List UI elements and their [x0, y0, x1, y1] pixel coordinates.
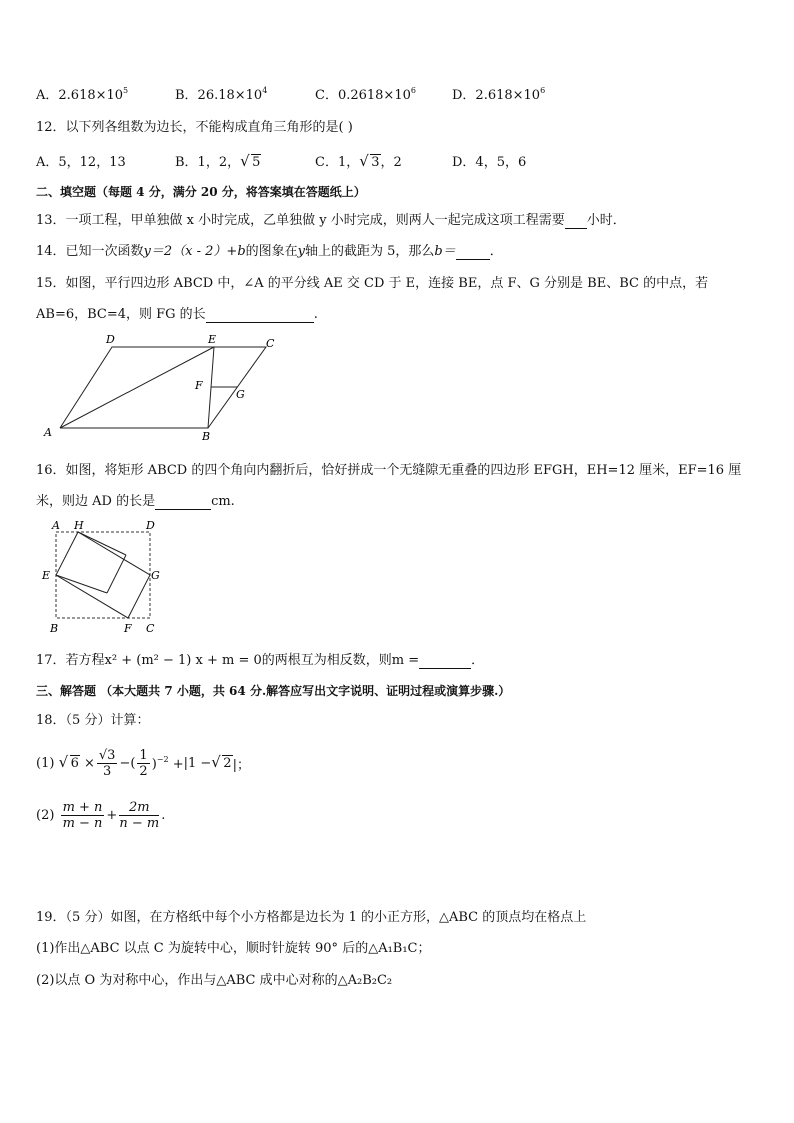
fold-line-3 [107, 555, 126, 593]
label-c: C [266, 337, 275, 350]
q11-option-a: A．$2.618\times 10^5$ [36, 86, 129, 103]
fold-line-1 [78, 532, 126, 555]
fraction: $\frac{1}{2}$ [139, 747, 148, 779]
label-e: E [208, 334, 217, 346]
q18-part1: (1) √ 6 × $\frac{√3}{3}$ −( $\frac{1}{2}$ )$^{-2}$ + |1 − √ 2 |； [36, 747, 250, 779]
section-2-title: 二、填空题（每题 4 分，满分 20 分，将答案填在答题纸上） [36, 185, 366, 199]
fraction: $\frac{√3}{3}$ [98, 747, 116, 779]
q19-part2: (2)以点 O 为对称中心，作出与△ABC 成中心对称的△A₂B₂C₂ [36, 973, 393, 988]
label-d: D [146, 519, 155, 532]
label-g: G [236, 388, 245, 401]
answer-blank[interactable] [155, 494, 211, 510]
section-3-title: 三、解答题 （本大题共 7 小题，共 64 分.解答应写出文字说明、证明过程或演算步骤.） [36, 684, 511, 698]
q11-option-d: D．$2.618\times 10^6$ [452, 86, 546, 103]
q18-part2: (2) $\frac{m + n}{m - n}$ + $\frac{2m}{n - m}$ . [36, 799, 166, 831]
rectangle-abcd [56, 532, 150, 618]
folded-rectangle-figure [40, 518, 170, 636]
label-a: A [52, 519, 60, 532]
label-g: G [151, 569, 160, 582]
label-f: F [195, 379, 203, 392]
label-d: D [106, 334, 115, 346]
q19-part1: (1)作出△ABC 以点 C 为旋转中心，顺时针旋转 90° 后的△A₁B₁C； [36, 941, 431, 956]
answer-blank[interactable] [456, 244, 490, 260]
parallelogram-figure [40, 334, 285, 444]
fraction: $\frac{2m}{n - m}$ [119, 799, 160, 831]
q15-line1: 15．如图，平行四边形 ABCD 中，∠A 的平分线 AE 交 CD 于 E，连接 BE，点 F、G 分别是 BE、BC 的中点，若 [36, 276, 709, 291]
answer-blank[interactable] [206, 307, 314, 323]
equation: x² + (m² − 1) x + m = 0 [104, 653, 262, 668]
fraction: $\frac{m + n}{m - n}$ [62, 799, 103, 831]
q16-line2: 米，则边 AD 的长是 cm. [36, 494, 235, 509]
q12-option-b: B．1，2， √ 5 [175, 152, 261, 170]
label-e: E [42, 569, 51, 582]
answer-blank[interactable] [419, 653, 471, 669]
q19-stem: 19．（5 分）如图，在方格纸中每个小方格都是边长为 1 的小正方形，△ABC 的顶点均在格点上 [36, 910, 587, 925]
sqrt-symbol: √ 5 [240, 152, 261, 170]
answer-blank[interactable] [565, 213, 587, 229]
label-h: H [74, 519, 84, 532]
q11-option-c: C．$0.2618\times 10^6$ [315, 86, 416, 103]
label-f: F [124, 622, 132, 635]
q11-option-b: B．$26.18\times 10^4$ [175, 86, 268, 103]
q12-option-d: D．4，5，6 [452, 155, 527, 170]
q12-stem: 12．以下列各组数为边长，不能构成直角三角形的是( ) [36, 120, 353, 135]
label-b: B [50, 622, 59, 635]
q13-stem: 13．一项工程，甲单独做 x 小时完成，乙单独做 y 小时完成，则两人一起完成这项工程需要 小时． [36, 213, 626, 228]
q14-stem: 14．已知一次函数y＝2（x - 2）+b的图象在y轴上的截距为 5，那么b＝ ． [36, 244, 503, 259]
q16-line1: 16．如图，将矩形 ABCD 的四个角向内翻折后，恰好拼成一个无缝隙无重叠的四边形 EFGH，EH=12 厘米，EF=16 厘 [36, 463, 742, 478]
sqrt-symbol: √ 3 [359, 152, 380, 170]
q12-option-c: C．1， √ 3，2 [315, 152, 402, 170]
q18-stem: 18．（5 分）计算： [36, 713, 150, 728]
q12-option-a: A．5，12，13 [36, 155, 126, 170]
segment-ae [60, 347, 214, 428]
q17-stem: 17．若方程x² + (m² − 1) x + m = 0的两根互为相反数，则m = ． [36, 653, 485, 668]
q15-line2: AB=6，BC=4，则 FG 的长 . [36, 307, 318, 322]
label-c: C [146, 622, 155, 635]
quadrilateral-efgh [56, 532, 150, 618]
label-b: B [202, 430, 211, 443]
label-a: A [44, 426, 52, 439]
